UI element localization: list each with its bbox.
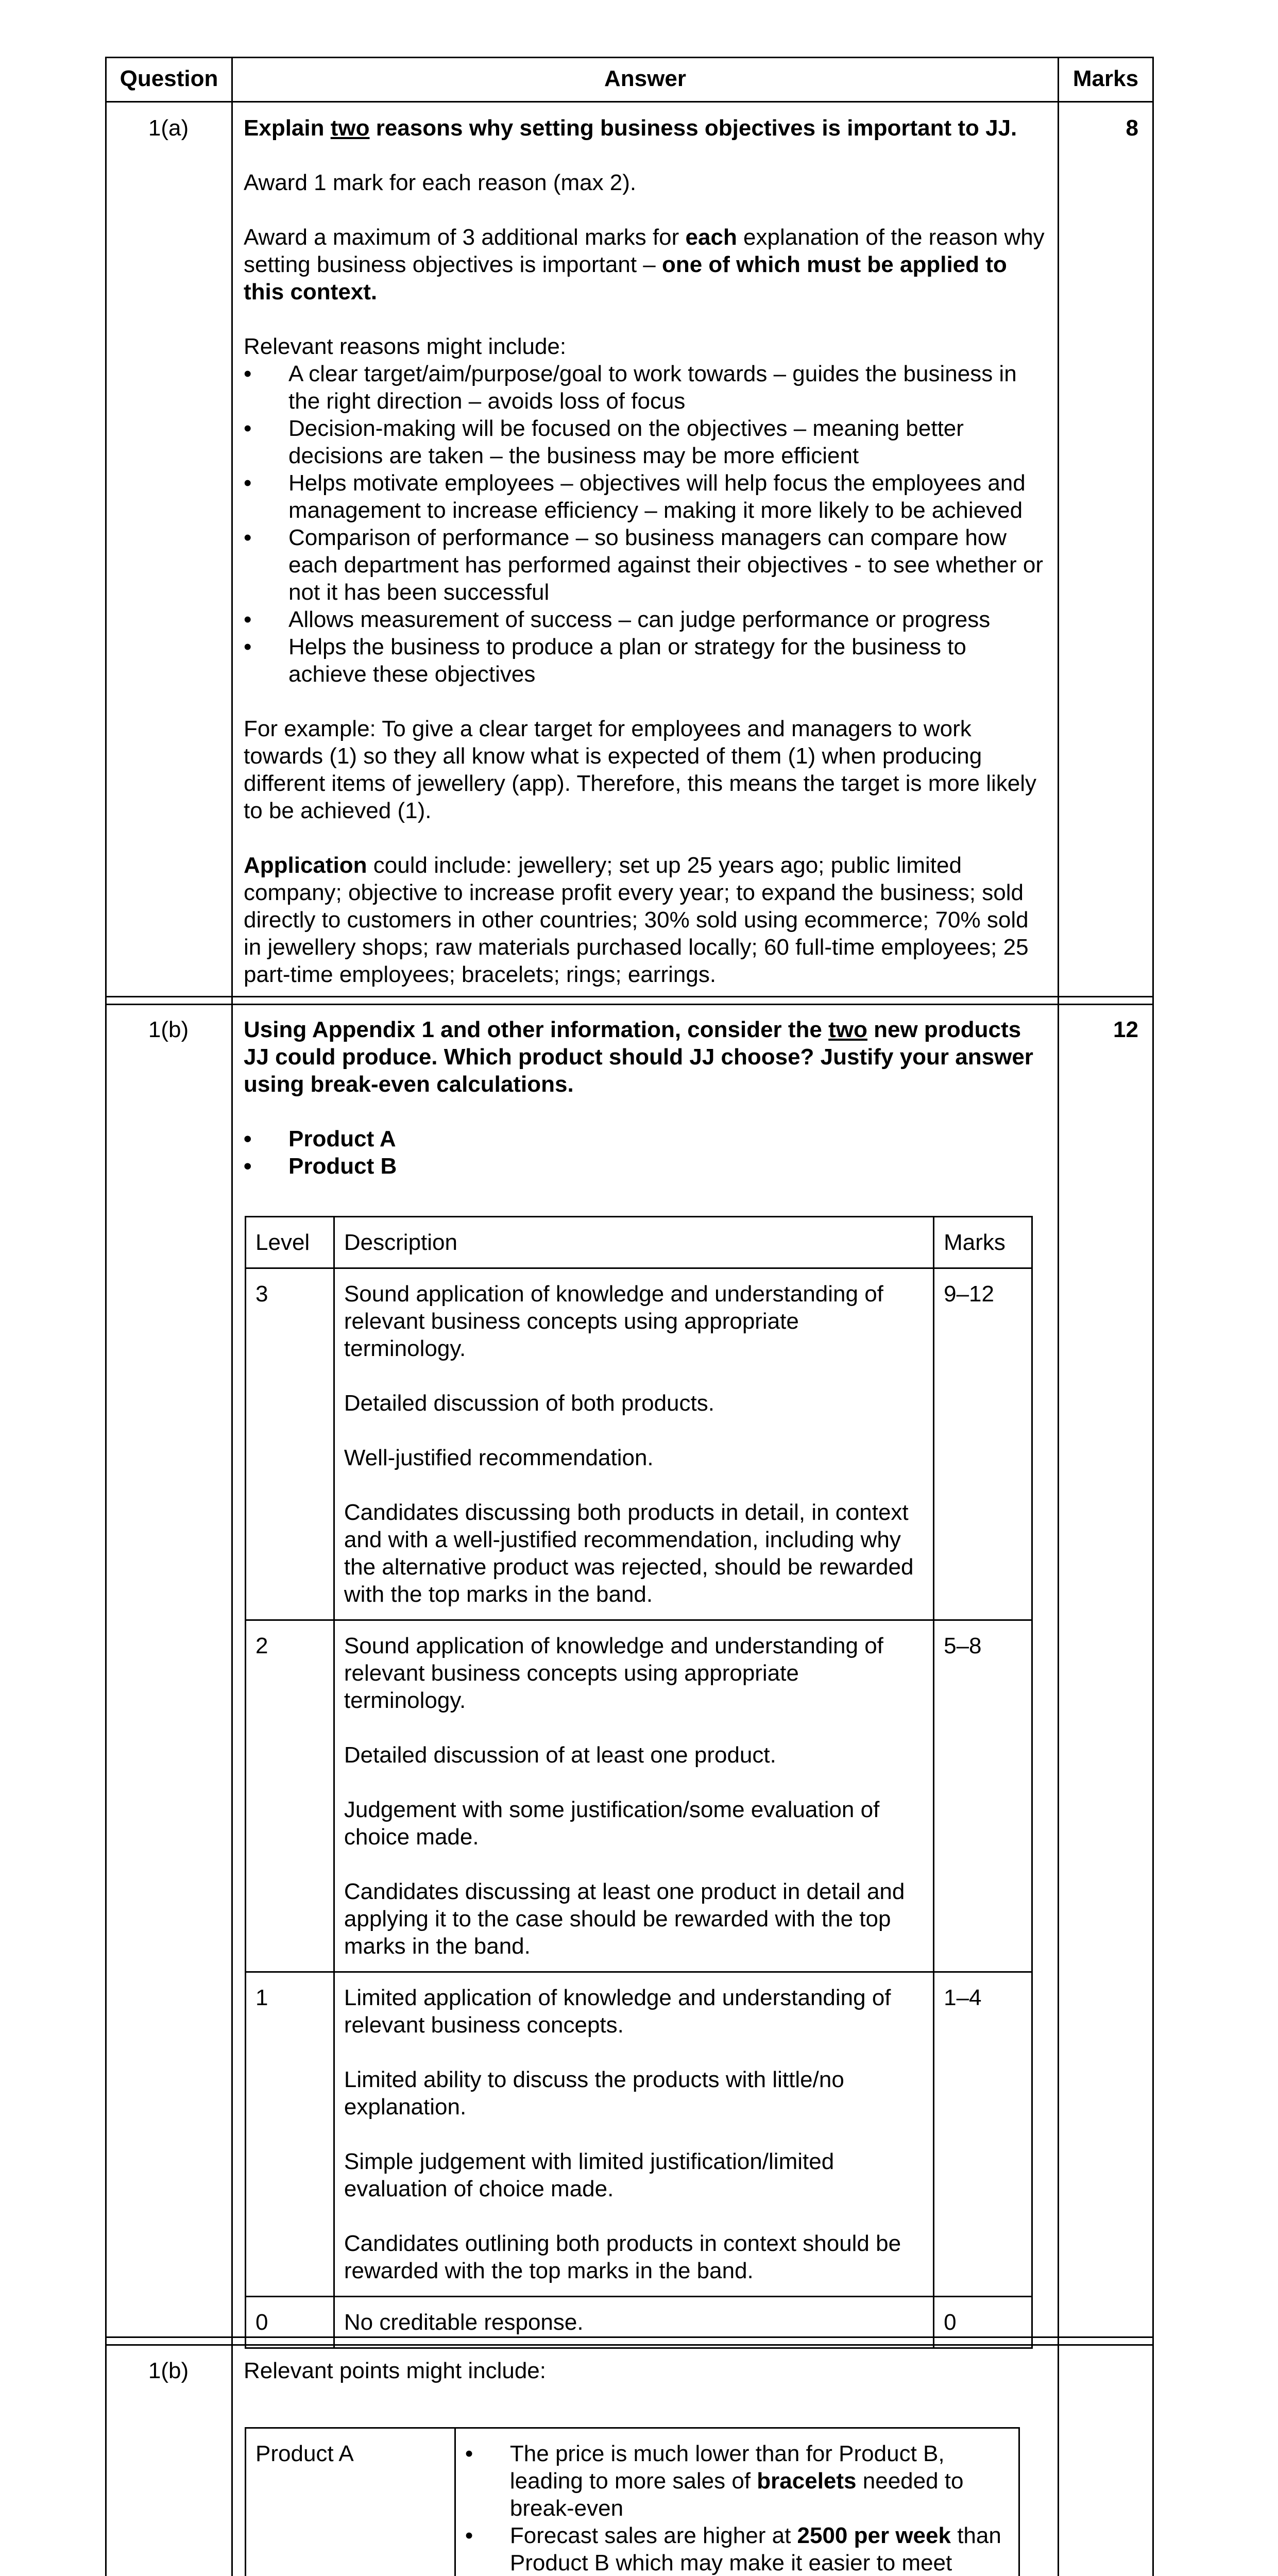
row-divider-1b — [105, 1004, 1154, 1005]
level-number: 0 — [246, 2297, 334, 2348]
list-item: • Helps motivate employees – objectives will help focus the employees and management to increase efficiency – making it more likely to be achieved — [244, 469, 1045, 524]
table-border-right — [1152, 57, 1154, 2576]
award-rule-2: Award a maximum of 3 additional marks for each explanation of the reason why setting business objectives is important – one of which must be applied to this context. — [244, 225, 1045, 304]
level-marks: 5–8 — [934, 1620, 1032, 1972]
column-divider-marks — [1058, 57, 1059, 2576]
points-list — [465, 2440, 1009, 2576]
list-item: • Forecast sales are higher at 2500 per week than Product B which may make it easier to meet — [465, 2522, 1009, 2576]
level-description: No creditable response. — [334, 2297, 933, 2348]
list-item: • Product A — [244, 1125, 1045, 1153]
award-rule-1: Award 1 mark for each reason (max 2). — [244, 170, 637, 195]
table-row — [246, 1217, 1032, 1268]
table-border-top — [105, 57, 1154, 58]
level-marks: 1–4 — [934, 1972, 1032, 2297]
list-item: • Decision-making will be focused on the objectives – meaning better decisions are taken – the business may be more efficient — [244, 415, 1045, 469]
header-divider — [105, 101, 1154, 103]
question-number-1a: 1(a) — [148, 115, 189, 141]
table-row — [246, 2297, 1032, 2348]
header-marks: Marks — [1072, 66, 1139, 91]
list-item: • The price is much lower than for Product B, leading to more sales of bracelets needed to break-even — [465, 2440, 1009, 2522]
reasons-list — [244, 360, 1045, 688]
table-row — [246, 1268, 1032, 1620]
levels-table — [245, 1216, 1033, 2349]
level-description: Limited application of knowledge and understanding of relevant business concepts. Limited ability to discuss the products with little/no explanation. Simple judgement with limited justification/limited evaluation of choice made. Candidates outlining both products in context should be rewarded with the top marks in the band. — [334, 1972, 933, 2297]
levels-header-level: Level — [246, 1217, 334, 1268]
product-list — [244, 1125, 1045, 1180]
header-question: Question — [120, 66, 218, 91]
header-answer: Answer — [604, 66, 686, 91]
table-row — [246, 2428, 1019, 2576]
list-item: • Allows measurement of success – can judge performance or progress — [244, 606, 1045, 633]
points-table — [245, 2427, 1020, 2576]
points-intro: Relevant points might include: — [244, 2358, 546, 2383]
table-row — [246, 1972, 1032, 2297]
application-paragraph: Application could include: jewellery; set up 25 years ago; public limited company; objective to increase profit every year; to expand the business; sold directly to customers in other countries; 30% sold using ecommerce; 70% sold in jewellery shops; raw materials purchased locally; 60 full-time employees; 25 part-time employees; bracelets; rings; earrings. — [244, 853, 1029, 987]
marks-1a: 8 — [1126, 115, 1138, 141]
levels-header-description: Description — [334, 1217, 933, 1268]
level-description: Sound application of knowledge and understanding of relevant business concepts using appropriate terminology. Detailed discussion of both products. Well-justified recommendation. Candidates discussing both products in detail, in context and with a well-justified recommendation, including why the alternative product was rejected, should be rewarded with the top marks in the band. — [334, 1268, 933, 1620]
column-divider-question — [231, 57, 233, 2576]
levels-header-marks: Marks — [934, 1217, 1032, 1268]
points-cell — [455, 2428, 1019, 2576]
question-number-1b: 1(b) — [148, 1017, 189, 1042]
level-number: 1 — [246, 1972, 334, 2297]
list-item: • A clear target/aim/purpose/goal to work towards – guides the business in the right direction – avoids loss of focus — [244, 360, 1045, 415]
reasons-intro: Relevant reasons might include: — [244, 334, 567, 359]
answer-1a — [244, 114, 1045, 988]
list-item: • Product B — [244, 1153, 1045, 1180]
question-1a-title: Explain two reasons why setting business objectives is important to JJ. — [244, 115, 1017, 141]
example-paragraph: For example: To give a clear target for employees and managers to work towards (1) so they all know what is expected of them (1) when producing different items of jewellery (app). Therefore, this means the target is more likely to be achieved (1). — [244, 716, 1037, 823]
table-row — [246, 1620, 1032, 1972]
level-number: 3 — [246, 1268, 334, 1620]
level-description: Sound application of knowledge and understanding of relevant business concepts using appropriate terminology. Detailed discussion of at least one product. Judgement with some justification/some evaluation of choice made. Candidates discussing at least one product in detail and applying it to the case should be rewarded with the top marks in the band. — [334, 1620, 933, 1972]
level-marks: 9–12 — [934, 1268, 1032, 1620]
list-item: • Comparison of performance – so business managers can compare how each department has performed against their objectives - to see whether or not it has been successful — [244, 524, 1045, 606]
list-item: • Helps the business to produce a plan or strategy for the business to achieve these objectives — [244, 633, 1045, 688]
table-border-left — [105, 57, 107, 2576]
question-1b-title: Using Appendix 1 and other information, consider the two new products JJ could produce. Which product should JJ choose? Justify your answer using break-even calculations. • Product A • Product B — [244, 1016, 1045, 1180]
question-number-1b-points: 1(b) — [148, 2358, 189, 2383]
level-marks: 0 — [934, 2297, 1032, 2348]
level-number: 2 — [246, 1620, 334, 1972]
marks-1b: 12 — [1113, 1017, 1138, 1042]
row-divider-1 — [105, 996, 1154, 997]
points-label: Product A — [246, 2428, 455, 2576]
